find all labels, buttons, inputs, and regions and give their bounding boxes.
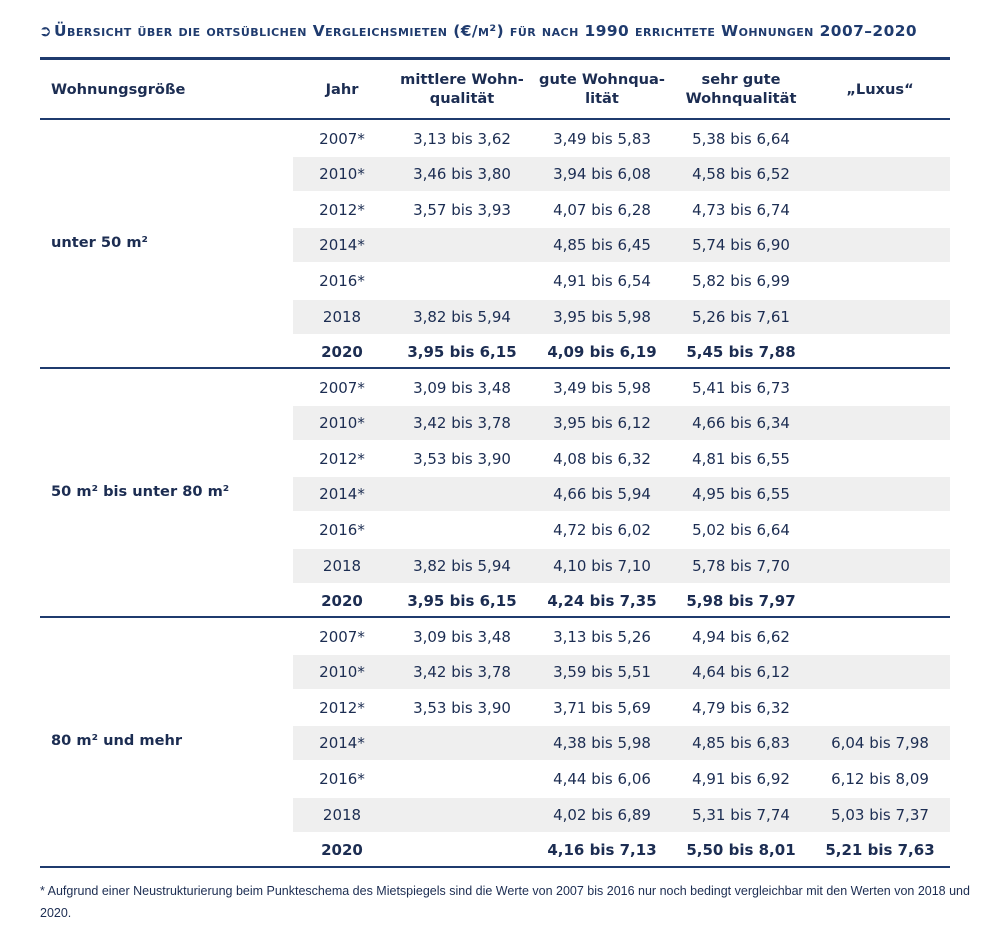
table-cell-vgood: 5,38 bis 6,64 <box>692 129 790 148</box>
table-cell-vgood: 4,85 bis 6,83 <box>692 734 790 753</box>
table-cell-vgood: 4,73 bis 6,74 <box>692 200 790 219</box>
group-label: 80 m² und mehr <box>51 731 183 749</box>
table-cell-year: 2007* <box>319 378 365 397</box>
table-cell-mid <box>392 726 532 760</box>
table-cell-year: 2007* <box>319 627 365 646</box>
table-cell-vgood: 4,79 bis 6,32 <box>692 698 790 717</box>
table-cell-mid: 3,46 bis 3,80 <box>413 165 511 184</box>
header-mid-quality <box>392 68 532 110</box>
table-cell-lux <box>810 228 950 262</box>
header-very-good-quality <box>671 68 811 110</box>
table-cell-good: 4,16 bis 7,13 <box>547 841 657 860</box>
table-cell-lux <box>810 157 950 191</box>
table-cell-mid <box>392 477 532 511</box>
table-cell-year: 2016* <box>319 271 365 290</box>
table-cell-year: 2020 <box>321 592 363 611</box>
table-cell-good: 4,24 bis 7,35 <box>547 592 657 611</box>
table-cell-mid: 3,82 bis 5,94 <box>413 556 511 575</box>
table-cell-year: 2016* <box>319 520 365 539</box>
table-cell-mid <box>392 228 532 262</box>
table-cell-year: 2018 <box>322 556 362 575</box>
table-cell-good: 3,94 bis 6,08 <box>553 165 651 184</box>
header-vgood-line1: sehr gute <box>701 71 781 88</box>
table-cell-lux <box>810 193 950 227</box>
table-cell-year: 2010* <box>319 414 365 433</box>
table-cell-vgood: 4,64 bis 6,12 <box>692 663 790 682</box>
table-cell-year: 2012* <box>319 200 365 219</box>
table-cell-lux <box>810 371 950 405</box>
header-vgood-line2: Wohnqualität <box>685 90 797 107</box>
table-title-text: Übersicht über die ortsüblichen Vergleichsmieten (€/m²) für nach 1990 errichtete Wohnungen 2007–2020 <box>54 22 918 40</box>
table-cell-lux: 6,04 bis 7,98 <box>831 734 929 753</box>
table-cell-lux <box>810 406 950 440</box>
table-cell-good: 4,44 bis 6,06 <box>553 769 651 788</box>
table-cell-vgood: 4,81 bis 6,55 <box>692 449 790 468</box>
table-cell-mid: 3,57 bis 3,93 <box>413 200 511 219</box>
table-cell-vgood: 5,78 bis 7,70 <box>692 556 790 575</box>
table-cell-lux <box>810 300 950 334</box>
table-cell-mid: 3,13 bis 3,62 <box>413 129 511 148</box>
top-rule <box>40 57 950 60</box>
table-cell-lux <box>810 691 950 725</box>
table-cell-year: 2012* <box>319 698 365 717</box>
table-cell-mid: 3,09 bis 3,48 <box>413 627 511 646</box>
table-cell-lux <box>810 335 950 369</box>
table-cell-good: 4,10 bis 7,10 <box>553 556 651 575</box>
table-cell-good: 4,85 bis 6,45 <box>553 236 651 255</box>
header-good-quality <box>532 68 672 110</box>
table-cell-mid: 3,95 bis 6,15 <box>407 592 517 611</box>
table-cell-lux <box>810 655 950 689</box>
table-cell-lux <box>810 442 950 476</box>
table-cell-year: 2018 <box>322 307 362 326</box>
table-cell-lux <box>810 549 950 583</box>
table-cell-good: 4,66 bis 5,94 <box>553 485 651 504</box>
table-cell-mid <box>392 833 532 867</box>
table-cell-good: 3,95 bis 5,98 <box>553 307 651 326</box>
table-cell-vgood: 5,74 bis 6,90 <box>692 236 790 255</box>
header-good-line1: gute Wohnqua- <box>539 71 665 88</box>
table-cell-vgood: 4,91 bis 6,92 <box>692 769 790 788</box>
table-cell-vgood: 4,95 bis 6,55 <box>692 485 790 504</box>
table-cell-mid <box>392 798 532 832</box>
table-cell-mid <box>392 264 532 298</box>
group-label: 50 m² bis unter 80 m² <box>51 482 230 500</box>
table-cell-year: 2018 <box>322 805 362 824</box>
table-cell-mid: 3,95 bis 6,15 <box>407 343 517 362</box>
table-cell-lux: 6,12 bis 8,09 <box>831 769 929 788</box>
table-cell-year: 2020 <box>321 841 363 860</box>
table-cell-vgood: 4,94 bis 6,62 <box>692 627 790 646</box>
table-cell-year: 2020 <box>321 343 363 362</box>
table-cell-vgood: 4,58 bis 6,52 <box>692 165 790 184</box>
table-cell-lux <box>810 584 950 618</box>
table-cell-mid: 3,53 bis 3,90 <box>413 449 511 468</box>
table-cell-good: 3,71 bis 5,69 <box>553 698 651 717</box>
table-cell-mid: 3,42 bis 3,78 <box>413 663 511 682</box>
table-cell-lux <box>810 122 950 156</box>
table-cell-good: 4,07 bis 6,28 <box>553 200 651 219</box>
table-cell-vgood: 5,31 bis 7,74 <box>692 805 790 824</box>
table-cell-mid: 3,42 bis 3,78 <box>413 414 511 433</box>
table-cell-vgood: 5,98 bis 7,97 <box>686 592 796 611</box>
table-cell-mid: 3,53 bis 3,90 <box>413 698 511 717</box>
table-cell-year: 2012* <box>319 449 365 468</box>
table-cell-year: 2007* <box>319 129 365 148</box>
table-cell-good: 3,49 bis 5,98 <box>553 378 651 397</box>
table-cell-year: 2014* <box>319 236 365 255</box>
table-cell-good: 3,13 bis 5,26 <box>553 627 651 646</box>
table-cell-vgood: 5,50 bis 8,01 <box>686 841 796 860</box>
table-cell-year: 2010* <box>319 663 365 682</box>
header-mid-line2: qualität <box>429 90 495 107</box>
table-cell-year: 2014* <box>319 485 365 504</box>
table-cell-good: 4,09 bis 6,19 <box>547 343 657 362</box>
table-cell-vgood: 5,41 bis 6,73 <box>692 378 790 397</box>
table-cell-year: 2016* <box>319 769 365 788</box>
table-cell-vgood: 4,66 bis 6,34 <box>692 414 790 433</box>
table-cell-year: 2014* <box>319 734 365 753</box>
table-cell-good: 4,72 bis 6,02 <box>553 520 651 539</box>
header-luxury: „Luxus“ <box>846 80 914 98</box>
table-cell-mid <box>392 762 532 796</box>
table-cell-good: 3,49 bis 5,83 <box>553 129 651 148</box>
table-cell-mid: 3,09 bis 3,48 <box>413 378 511 397</box>
table-cell-lux <box>810 620 950 654</box>
table-cell-vgood: 5,02 bis 6,64 <box>692 520 790 539</box>
table-cell-lux: 5,21 bis 7,63 <box>825 841 935 860</box>
group-label: unter 50 m² <box>51 233 148 251</box>
table-cell-good: 4,91 bis 6,54 <box>553 271 651 290</box>
table-cell-lux <box>810 477 950 511</box>
table-cell-vgood: 5,26 bis 7,61 <box>692 307 790 326</box>
table-cell-good: 4,38 bis 5,98 <box>553 734 651 753</box>
table-cell-vgood: 5,45 bis 7,88 <box>686 343 796 362</box>
table-cell-good: 3,59 bis 5,51 <box>553 663 651 682</box>
table-cell-vgood: 5,82 bis 6,99 <box>692 271 790 290</box>
table-cell-lux <box>810 264 950 298</box>
table-cell-lux <box>810 513 950 547</box>
table-cell-mid <box>392 513 532 547</box>
table-cell-lux: 5,03 bis 7,37 <box>831 805 929 824</box>
footnote: * Aufgrund einer Neustrukturierung beim Punkteschema des Mietspiegels sind die Werte von 2007 bis 2016 nur noch bedingt vergleichbar mit den Werten von 2018 und 2020. <box>40 884 970 920</box>
header-size: Wohnungsgröße <box>51 80 186 98</box>
arrow-right-circle-icon: ➲ <box>39 22 53 40</box>
table-title <box>39 22 984 40</box>
header-mid-line1: mittlere Wohn- <box>400 71 524 88</box>
table-cell-good: 4,08 bis 6,32 <box>553 449 651 468</box>
table-cell-good: 4,02 bis 6,89 <box>553 805 651 824</box>
header-rule <box>40 118 950 120</box>
header-good-line2: lität <box>585 90 619 107</box>
table-cell-good: 3,95 bis 6,12 <box>553 414 651 433</box>
table-cell-mid: 3,82 bis 5,94 <box>413 307 511 326</box>
table-cell-year: 2010* <box>319 165 365 184</box>
header-year: Jahr <box>325 80 359 98</box>
